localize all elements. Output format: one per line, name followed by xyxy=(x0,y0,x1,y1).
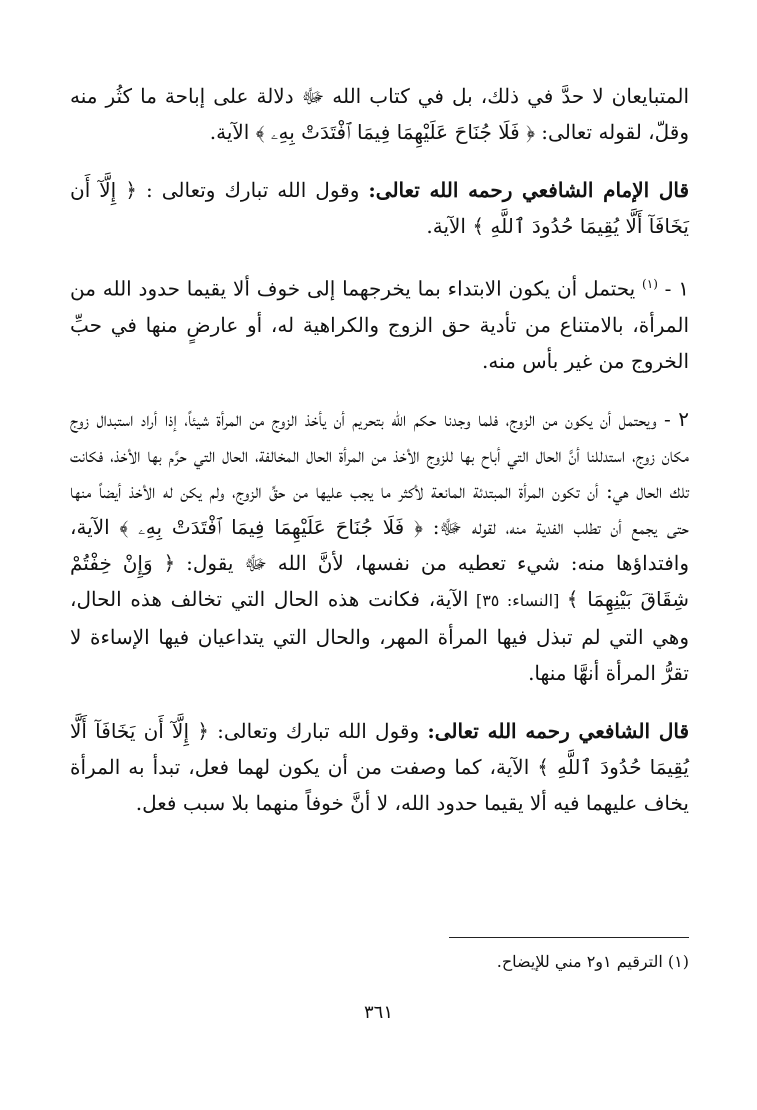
paragraph-text: المتبايعان لا حدَّ في ذلك، بل في كتاب الله ﷻ دلالة على إباحة ما كثُر منه وقلّ، لقوله تعالى: xyxy=(70,84,689,144)
page-number: ٣٦١ xyxy=(363,1002,393,1023)
quran-verse: ﴿ فَلَا جُنَاحَ عَلَيْهِمَا فِيمَا ٱفْتَدَتْ بِهِۦ ﴾ xyxy=(255,120,535,144)
paragraph-text: ٢ - ويحتمل أن يكون من الزوج، فلما وجدنا حكم الله بتحريم أن يأخذ الزوج من المرأة شيئاً، إذا أراد استبدال زوج مكان زوج، استدللنا أنَّ الحال التي أباح بها للزوج الأخذ من المرأة الحال المخالفة، الحال التي حرَّم بها الأخذ، فكانت تلك الحال هي: أن تكون المرأة المبتدئة المانعة لأكثر ما يجب عليها من حقِّ الزوج، ولم يكن له الأخذ أيضاً منها حتى يجمع أن تطلب الفدية منه، لقوله ﷻ: xyxy=(70,406,690,539)
paragraph-4 xyxy=(70,401,689,691)
paragraph-text: الآية. xyxy=(426,214,473,238)
footnote-mark: (١) xyxy=(667,952,689,971)
paragraph-2 xyxy=(70,172,689,244)
paragraph-text: الآية. xyxy=(209,120,256,144)
quran-verse: ﴿ وَإِنْ خِفْتُمْ شِقَاقَ بَيْنِهِمَا ﴾ xyxy=(70,550,690,611)
paragraph-text: وقول الله تبارك وتعالى : xyxy=(136,178,369,202)
paragraph-text: الآية، فكانت هذه الحال التي تخالف هذه الحال، وهي التي لم تبذل فيها المرأة المهر، والحال التي يتداعيان فيها الإساءة لا تقرُّ المرأة أنهَّا منها. xyxy=(70,586,689,685)
footnote-separator xyxy=(449,937,689,938)
quran-verse: ﴿ فَلَا جُنَاحَ عَلَيْهِمَا فِيمَا ٱفْتَدَتْ بِهِۦ ﴾ xyxy=(119,514,423,539)
verse-reference: [النساء: ٣٥] xyxy=(468,590,567,610)
paragraph-text: الآية، وافتداؤها منه: شيء تعطيه من نفسها، لأنَّ الله ﷻ يقول: xyxy=(70,514,689,575)
paragraph-3 xyxy=(70,266,689,379)
quran-verse: ﴿ إِلَّآ أَن يَخَافَآ أَلَّا يُقِيمَا حُدُودَ ٱللَّهِ ﴾ xyxy=(70,718,689,779)
paragraph-text: الآية، كما وصفت من أن يكون لهما فعل، تبدأ به المرأة يخاف عليهما فيه ألا يقيما حدود الله، لا أنَّ خوفاً منهما بلا سبب فعل. xyxy=(70,754,689,815)
point-number: ١ - xyxy=(657,276,689,301)
footnote-reference: (١) xyxy=(642,277,658,291)
quran-verse: ﴿ إِلَّآ أَن يَخَافَآ أَلَّا يُقِيمَا حُدُودَ ٱللَّهِ ﴾ xyxy=(70,178,689,238)
footnote-text: الترقيم ١و٢ مني للإيضاح. xyxy=(496,952,668,971)
paragraph-text: وقول الله تبارك وتعالى: xyxy=(208,718,428,743)
footnote xyxy=(69,950,689,974)
speaker-lead: قال الشافعي رحمه الله تعالى: xyxy=(427,718,690,743)
paragraph-5 xyxy=(70,713,689,821)
speaker-lead: قال الإمام الشافعي رحمه الله تعالى: xyxy=(368,178,690,202)
paragraph-1 xyxy=(70,78,689,150)
paragraph-text: يحتمل أن يكون الابتداء بما يخرجهما إلى خوف ألا يقيما حدود الله من المرأة، بالامتناع من تأدية حق الزوج والكراهية له، أو عارضٍ منها في حبِّ الخروج من غير بأس منه. xyxy=(70,276,689,373)
